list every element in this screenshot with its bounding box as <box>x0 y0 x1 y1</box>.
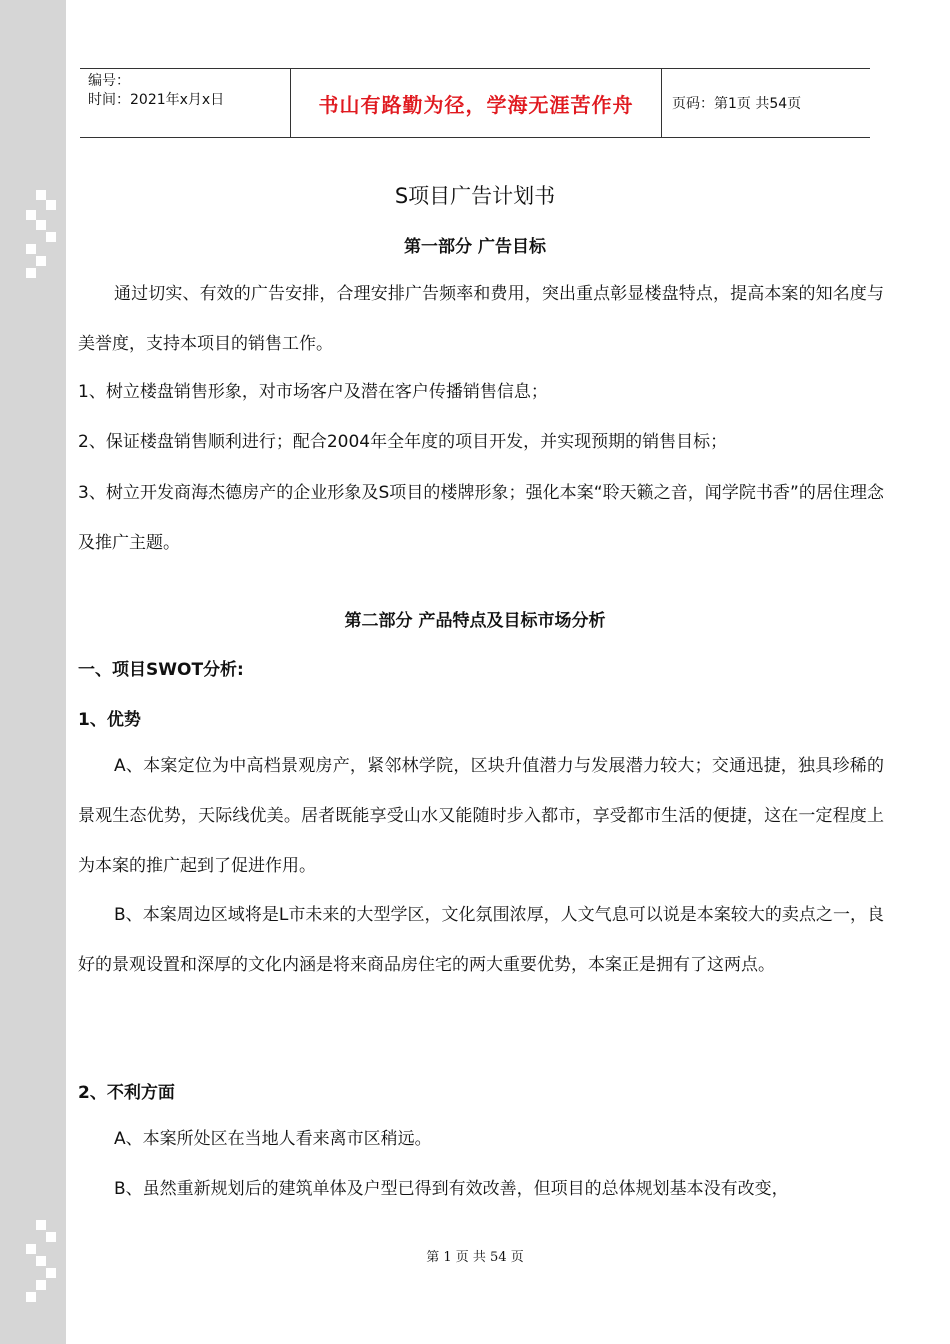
pixel-block <box>46 1268 56 1278</box>
goal-item-3: 3、树立开发商海杰德房产的企业形象及S项目的楼牌形象；强化本案“聆天籁之音，闻学院书香”的居住理念及推广主题。 <box>78 483 884 553</box>
pixel-block <box>46 1232 56 1242</box>
pixel-block <box>26 1292 36 1302</box>
pixel-block <box>26 268 36 278</box>
disadvantages-heading: 2、不利方面 <box>78 1083 175 1103</box>
goal-item-1: 1、树立楼盘销售形象，对市场客户及潜在客户传播销售信息； <box>78 382 548 402</box>
disadvantage-a-paragraph: A、本案所处区在当地人看来离市区稍远。 <box>114 1129 432 1149</box>
advantage-a-paragraph: A、本案定位为中高档景观房产，紧邻林学院，区块升值潜力与发展潜力较大；交通迅捷，独具珍稀的景观生态优势，天际线优美。居者既能享受山水又能随时步入都市，享受都市生活的便捷，这在一定程度上为本案的推广起到了促进作用。 <box>78 756 884 876</box>
section-heading-part2: 第二部分 产品特点及目标市场分析 <box>344 611 606 631</box>
disadvantage-b-paragraph: B、虽然重新规划后的建筑单体及户型已得到有效改善，但项目的总体规划基本没有改变， <box>114 1179 789 1199</box>
header-motto: 书山有路勤为径，学海无涯苦作舟 <box>291 69 662 137</box>
page-footer: 第 1 页 共 54 页 <box>426 1250 524 1265</box>
pixel-block <box>36 256 46 266</box>
document-title: S项目广告计划书 <box>394 184 556 208</box>
document-header <box>80 68 870 138</box>
date-label: 时间：2021年x月x日 <box>88 92 225 108</box>
swot-heading: 一、项目SWOT分析: <box>78 660 244 680</box>
header-page-label: 页码：第1页 共54页 <box>672 96 802 112</box>
number-label: 编号： <box>88 73 130 89</box>
goal-item-2: 2、保证楼盘销售顺利进行；配合2004年全年度的项目开发，并实现预期的销售目标； <box>78 432 728 452</box>
section-heading-part1: 第一部分 广告目标 <box>404 237 546 257</box>
advantages-heading: 1、优势 <box>78 710 141 730</box>
part1-intro-paragraph: 通过切实、有效的广告安排，合理安排广告频率和费用，突出重点彰显楼盘特点，提高本案的知名度与美誉度，支持本项目的销售工作。 <box>78 284 884 354</box>
pixel-block <box>26 210 36 220</box>
advantage-b-paragraph: B、本案周边区域将是L市未来的大型学区，文化氛围浓厚，人文气息可以说是本案较大的卖点之一，良好的景观设置和深厚的文化内涵是将来商品房住宅的两大重要优势，本案正是拥有了这两点。 <box>78 905 884 975</box>
pixel-block <box>36 1280 46 1290</box>
pixel-block <box>36 220 46 230</box>
header-meta <box>80 69 291 137</box>
pixel-block <box>36 1220 46 1230</box>
